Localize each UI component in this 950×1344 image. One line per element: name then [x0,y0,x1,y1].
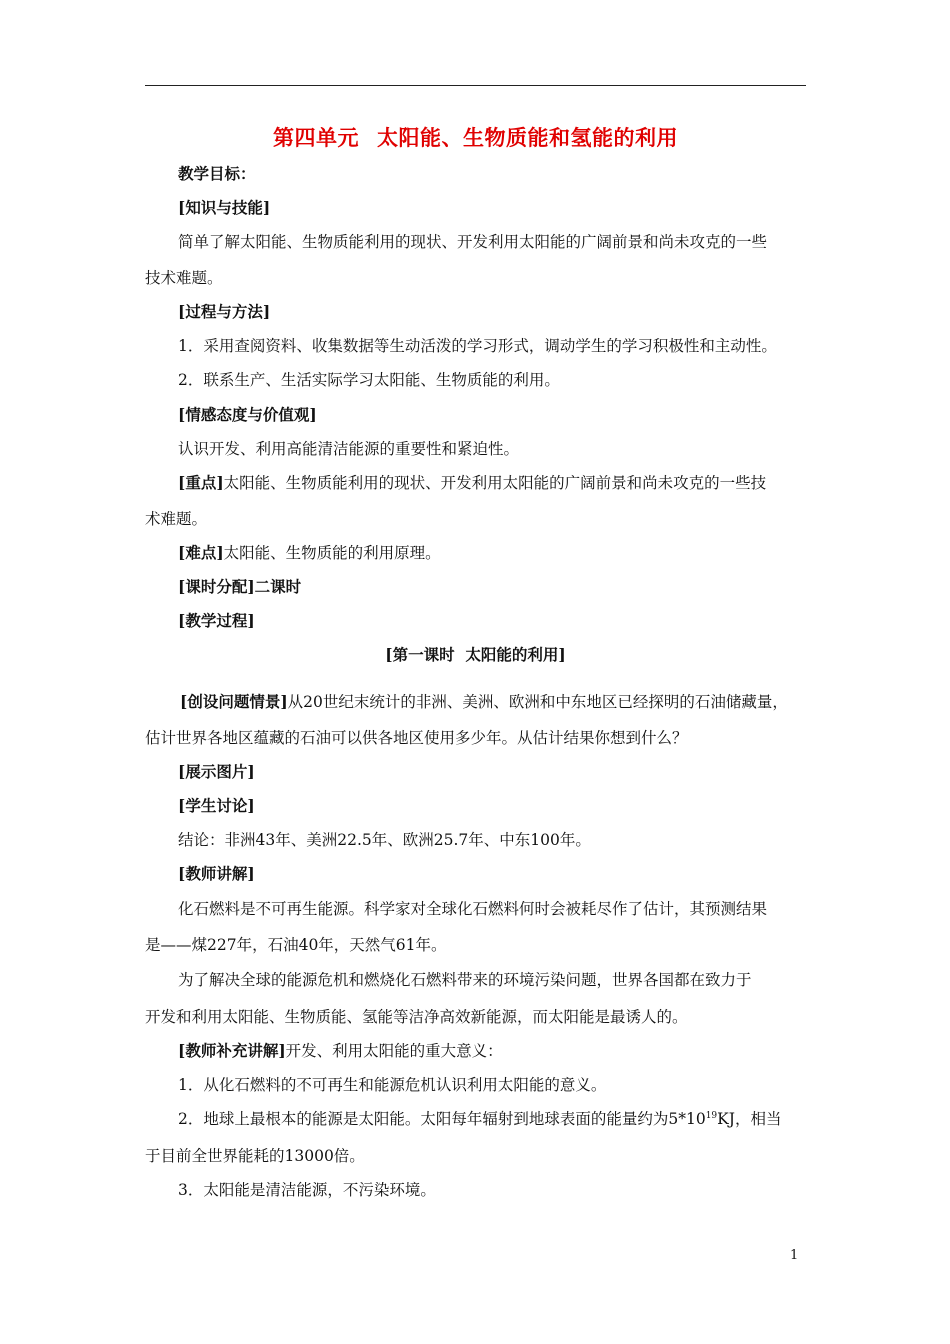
fossil-text-line2: 是——煤227年，石油40年，天然气61年。 [145,936,447,954]
knowledge-text-line1: 简单了解太阳能、生物质能利用的现状、开发利用太阳能的广阔前景和尚未攻克的一些 [178,233,768,251]
process-heading: [过程与方法] [178,302,271,321]
exponent: 19 [705,1110,718,1121]
teaching-process-heading: [教学过程] [178,611,255,630]
meaning-item-2-line1 [178,1109,843,1129]
meaning-item-2-text: 2．地球上最根本的能源是太阳能。太阳每年辐射到地球表面的能量约为5*10 [178,1110,706,1128]
key-label: [重点] [178,473,224,492]
fossil-text-line1: 化石燃料是不可再生能源。科学家对全球化石燃料何时会被耗尽作了估计，其预测结果 [178,900,768,918]
page-title [145,122,806,152]
header-rule [145,85,806,86]
supplement-text: 开发、利用太阳能的重大意义： [285,1042,503,1060]
meaning-item-1: 1．从化石燃料的不可再生和能源危机认识利用太阳能的意义。 [178,1076,607,1094]
scenario-text: 从20世纪末统计的非洲、美洲、欧洲和中东地区已经探明的石油储藏量， [287,693,788,711]
difficult-points [178,543,843,563]
lesson1-heading: [第一课时 太阳能的利用] [385,645,566,664]
attitude-heading: [情感态度与价值观] [178,405,317,424]
hours-allocation [178,577,843,597]
objectives-heading: 教学目标： [178,164,256,183]
supplement-line [178,1041,843,1061]
scenario-label: [创设问题情景] [180,692,288,711]
crisis-text-line2: 开发和利用太阳能、生物质能、氢能等洁净高效新能源，而太阳能是最诱人的。 [145,1008,688,1026]
title-unit: 第四单元 [273,125,359,150]
hours-label: [课时分配] [178,577,255,596]
hours-text: 二课时 [254,577,302,596]
process-item-2: 2．联系生产、生活实际学习太阳能、生物质能的利用。 [178,371,560,389]
student-discussion-heading: [学生讨论] [178,796,255,815]
process-item-1: 1．采用查阅资料、收集数据等生动活泼的学习形式，调动学生的学习积极性和主动性。 [178,337,777,355]
meaning-item-3: 3．太阳能是清洁能源，不污染环境。 [178,1181,436,1199]
knowledge-text-line2: 技术难题。 [145,269,223,287]
meaning-item-2-line2: 于目前全世界能耗的13000倍。 [145,1147,365,1165]
difficult-text: 太阳能、生物质能的利用原理。 [223,544,441,562]
show-pictures-heading: [展示图片] [178,762,255,781]
meaning-item-2-unit: KJ，相当 [717,1110,782,1128]
key-points-line2: 术难题。 [145,510,208,528]
crisis-text-line1: 为了解决全球的能源危机和燃烧化石燃料带来的环境污染问题，世界各国都在致力于 [178,971,752,989]
scenario-line2: 估计世界各地区蕴藏的石油可以供各地区使用多少年。从估计结果你想到什么？ [145,729,688,747]
conclusion-text: 结论：非洲43年、美洲22.5年、欧洲25.7年、中东100年。 [178,831,591,849]
key-text: 太阳能、生物质能利用的现状、开发利用太阳能的广阔前景和尚未攻克的一些技 [223,474,767,492]
supplement-label: [教师补充讲解] [178,1041,286,1060]
title-topic: 太阳能、生物质能和氢能的利用 [377,125,678,150]
knowledge-heading: [知识与技能] [178,198,271,217]
scenario-line1 [180,692,820,712]
key-points-line1 [178,473,843,493]
difficult-label: [难点] [178,543,224,562]
teacher-explain-heading: [教师讲解] [178,864,255,883]
attitude-text: 认识开发、利用高能清洁能源的重要性和紧迫性。 [178,440,520,458]
page-number: 1 [790,1248,799,1263]
